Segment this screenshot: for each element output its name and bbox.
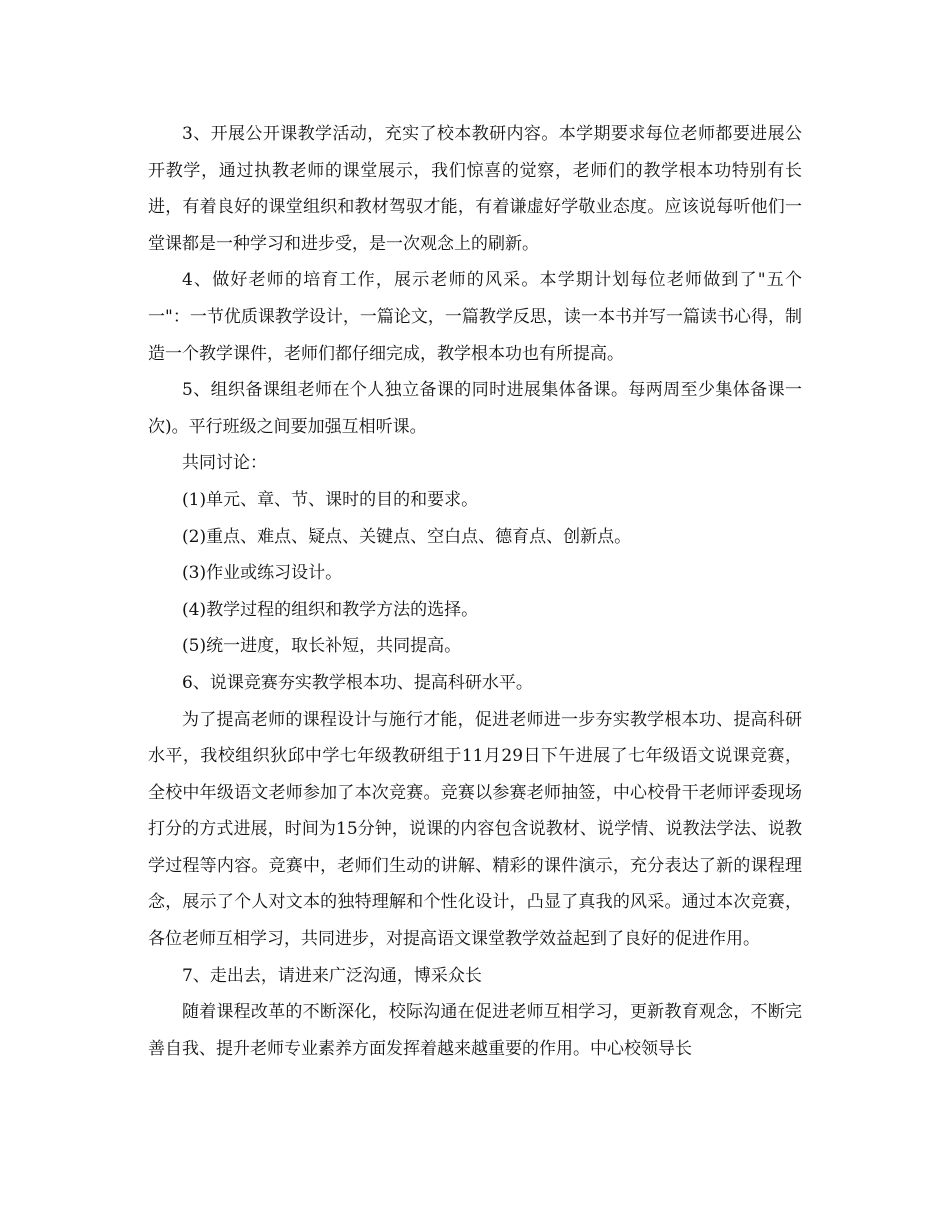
paragraph-item-7: 7、走出去，请进来广泛沟通，博采众长 <box>182 965 482 986</box>
discussion-item-3: (3)作业或练习设计。 <box>182 563 343 584</box>
paragraph-item-6: 6、说课竞赛夯实教学根本功、提高科研水平。 <box>182 672 533 693</box>
paragraph-item-5: 5、组织备课组老师在个人独立备课的同时进展集体备课。每两周至少集体备课一次)。平行班级之间要加强互相听课。 <box>148 380 802 437</box>
document-body <box>148 116 802 1067</box>
discussion-heading: 共同讨论： <box>182 453 267 474</box>
paragraph-item-3: 3、开展公开课教学活动，充实了校本教研内容。本学期要求每位老师都要进展公开教学，通过执教老师的课堂展示，我们惊喜的觉察，老师们的教学根本功特别有长进，有着良好的课堂组织和教材驾驭才能，有着谦虚好学敬业态度。应该说每听他们一堂课都是一种学习和进步受，是一次观念上的刷新。 <box>148 124 802 254</box>
discussion-item-2: (2)重点、难点、疑点、关键点、空白点、德育点、创新点。 <box>182 526 632 547</box>
discussion-item-4: (4)教学过程的组织和教学方法的选择。 <box>182 599 479 620</box>
discussion-item-1: (1)单元、章、节、课时的目的和要求。 <box>182 489 479 510</box>
paragraph-lecture-contest: 为了提高老师的课程设计与施行才能，促进老师进一步夯实教学根本功、提高科研水平，我校组织狄邱中学七年级教研组于11月29日下午进展了七年级语文说课竞赛，全校中年级语文老师参加了本次竞赛。竞赛以参赛老师抽签，中心校骨干老师评委现场打分的方式进展，时间为15分钟，说课的内容包含说教材、说学情、说教法学法、说教学过程等内容。竞赛中，老师们生动的讲解、精彩的课件演示，充分表达了新的课程理念，展示了个人对文本的独特理解和个性化设计，凸显了真我的风采。通过本次竞赛，各位老师互相学习，共同进步，对提高语文课堂教学效益起到了良好的促进作用。 <box>148 709 802 950</box>
paragraph-exchange: 随着课程改革的不断深化，校际沟通在促进老师互相学习，更新教育观念，不断完善自我、提升老师专业素养方面发挥着越来越重要的作用。中心校领导长 <box>148 1002 802 1059</box>
paragraph-item-4: 4、做好老师的培育工作，展示老师的风采。本学期计划每位老师做到了"五个一"：一节优质课教学设计，一篇论文，一篇教学反思，读一本书并写一篇读书心得，制造一个教学课件，老师们都仔细完成，教学根本功也有所提高。 <box>148 270 802 364</box>
discussion-item-5: (5)统一进度，取长补短，共同提高。 <box>182 636 462 657</box>
